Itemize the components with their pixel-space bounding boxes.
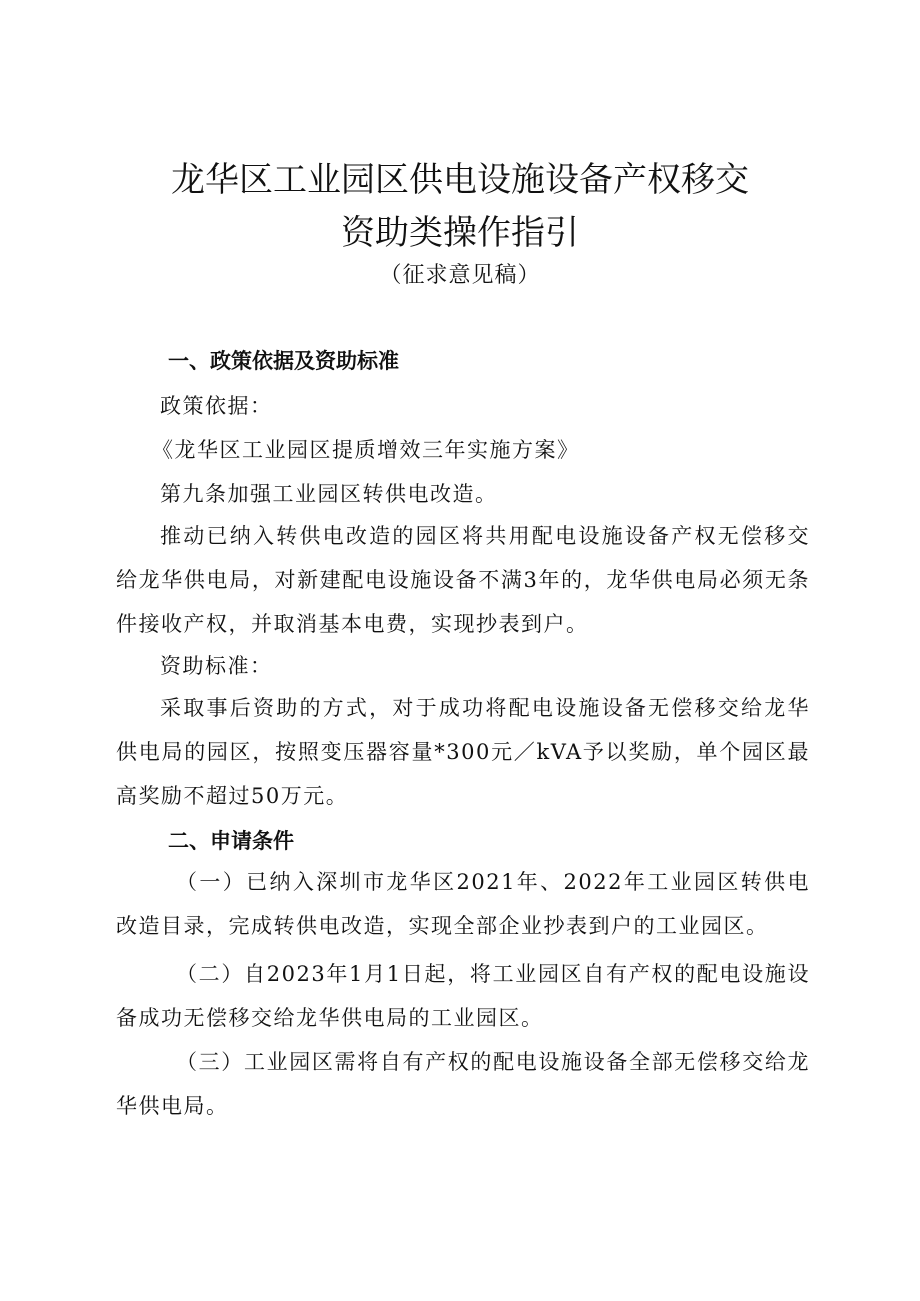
section-1-heading: 一、政策依据及资助标准 — [168, 349, 399, 373]
policy-article: 第九条加强工业园区转供电改造。 — [160, 482, 498, 506]
standard-label: 资助标准： — [160, 654, 273, 678]
section-2-heading: 二、申请条件 — [168, 829, 294, 853]
policy-basis-label: 政策依据： — [160, 394, 273, 418]
policy-article-text: 推动已纳入转供电改造的园区将共用配电设施设备产权无偿移交给龙华供电局，对新建配电设施设备不满3年的，龙华供电局必须无条件接收产权，并取消基本电费，实现抄表到户。 — [116, 524, 810, 636]
condition-item-1: （一）已纳入深圳市龙华区2021年、2022年工业园区转供电改造目录，完成转供电改造，实现全部企业抄表到户的工业园区。 — [116, 870, 810, 938]
document-title-line-2: 资助类操作指引 — [341, 213, 579, 253]
standard-text: 采取事后资助的方式，对于成功将配电设施设备无偿移交给龙华供电局的园区，按照变压器容量*300元／kVA予以奖励，单个园区最高奖励不超过50万元。 — [116, 696, 810, 808]
document-title-line-1: 龙华区工业园区供电设施设备产权移交 — [171, 160, 749, 200]
condition-item-2: （二）自2023年1月1日起，将工业园区自有产权的配电设施设备成功无偿移交给龙华供电局的工业园区。 — [116, 962, 810, 1030]
document-subtitle: （征求意见稿） — [379, 263, 541, 288]
condition-item-3: （三）工业园区需将自有产权的配电设施设备全部无偿移交给龙华供电局。 — [116, 1050, 810, 1118]
policy-name: 《龙华区工业园区提质增效三年实施方案》 — [152, 438, 580, 462]
